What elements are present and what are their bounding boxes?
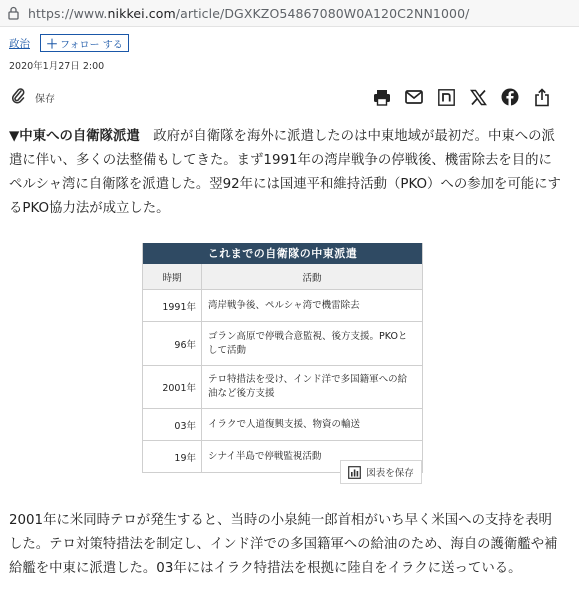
table-cell-activity: テロ特措法を受け、インド洋で多国籍軍への給油など後方支援 [202,366,423,409]
url-text[interactable] [28,6,469,21]
facebook-icon[interactable] [500,86,520,108]
mail-icon[interactable] [404,86,424,108]
table-cell-activity: 湾岸戦争後、ペルシャ湾で機雷除去 [202,290,423,322]
url-host: nikkei.com [107,5,176,21]
lock-icon[interactable] [2,0,24,26]
section-heading: ▼中東への自衛隊派遣 [9,129,140,144]
bar-chart-icon [348,466,361,479]
table-cell-year: 96年 [143,322,202,366]
paperclip-icon [11,86,25,108]
address-bar[interactable] [0,0,579,27]
table-cell-activity: シナイ半島で停戦監視活動 [208,450,322,462]
table-row [143,290,422,322]
table-cell-activity: ゴラン高原で停戦合意監視、後方支援。PKOとして活動 [202,322,423,366]
share-icon[interactable] [532,86,552,108]
table-cell-year: 1991年 [143,290,202,322]
deployment-table-grid [143,264,422,472]
print-icon[interactable] [372,86,392,108]
follow-button[interactable] [40,34,129,52]
article-paragraph-2: 2001年に米同時テロが発生すると、当時の小泉純一郎首相がいち早く米国への支持を表明した。テロ対策特措法を制定し、インド洋での多国籍軍への給油のため、海自の護衛艦や補給艦を中東に派遣した。03年にはイラク特措法を根拠に陸自をイラクに送っている。 [9,513,558,576]
publish-date: 2020年1月27日 2:00 [9,61,105,72]
save-article-button[interactable] [11,86,55,108]
x-icon[interactable] [468,86,488,108]
table-cell-year: 19年 [143,441,202,473]
url-path: /article/DGXKZO54867080W0A120C2NN1000/ [175,5,470,21]
table-header-period: 時期 [143,264,202,290]
table-cell-year: 03年 [143,409,202,441]
table-row [143,366,422,409]
paragraph-1-text: 政府が自衛隊を海外に派遣したのは中東地域が最初だ。中東への派遣に伴い、多くの法整備もしてきた。まず1991年の湾岸戦争の停戦後、機雷除去を目的にペルシャ湾に自衛隊を派遣した。翌92年には国連平和維持活動（PKO）への参加を可能にするPKO協力法が成立した。 [9,129,561,216]
save-figure-button[interactable] [340,460,422,484]
follow-label: フォロー する [60,39,123,51]
save-figure-label: 図表を保存 [366,468,414,479]
table-header-activity: 活動 [202,264,423,290]
url-prefix: https://www. [28,5,108,21]
table-row [143,409,422,441]
save-label: 保存 [35,93,55,105]
note-icon[interactable] [436,86,456,108]
plus-icon: ＋ [46,36,59,51]
table-title: これまでの自衛隊の中東派遣 [143,243,422,264]
table-cell-activity: イラクで人道復興支援、物資の輸送 [202,409,423,441]
table-row [143,322,422,366]
table-cell-year: 2001年 [143,366,202,409]
article-paragraph-1 [9,125,565,221]
topic-link[interactable]: 政治 [9,38,30,50]
deployment-table [142,243,423,473]
